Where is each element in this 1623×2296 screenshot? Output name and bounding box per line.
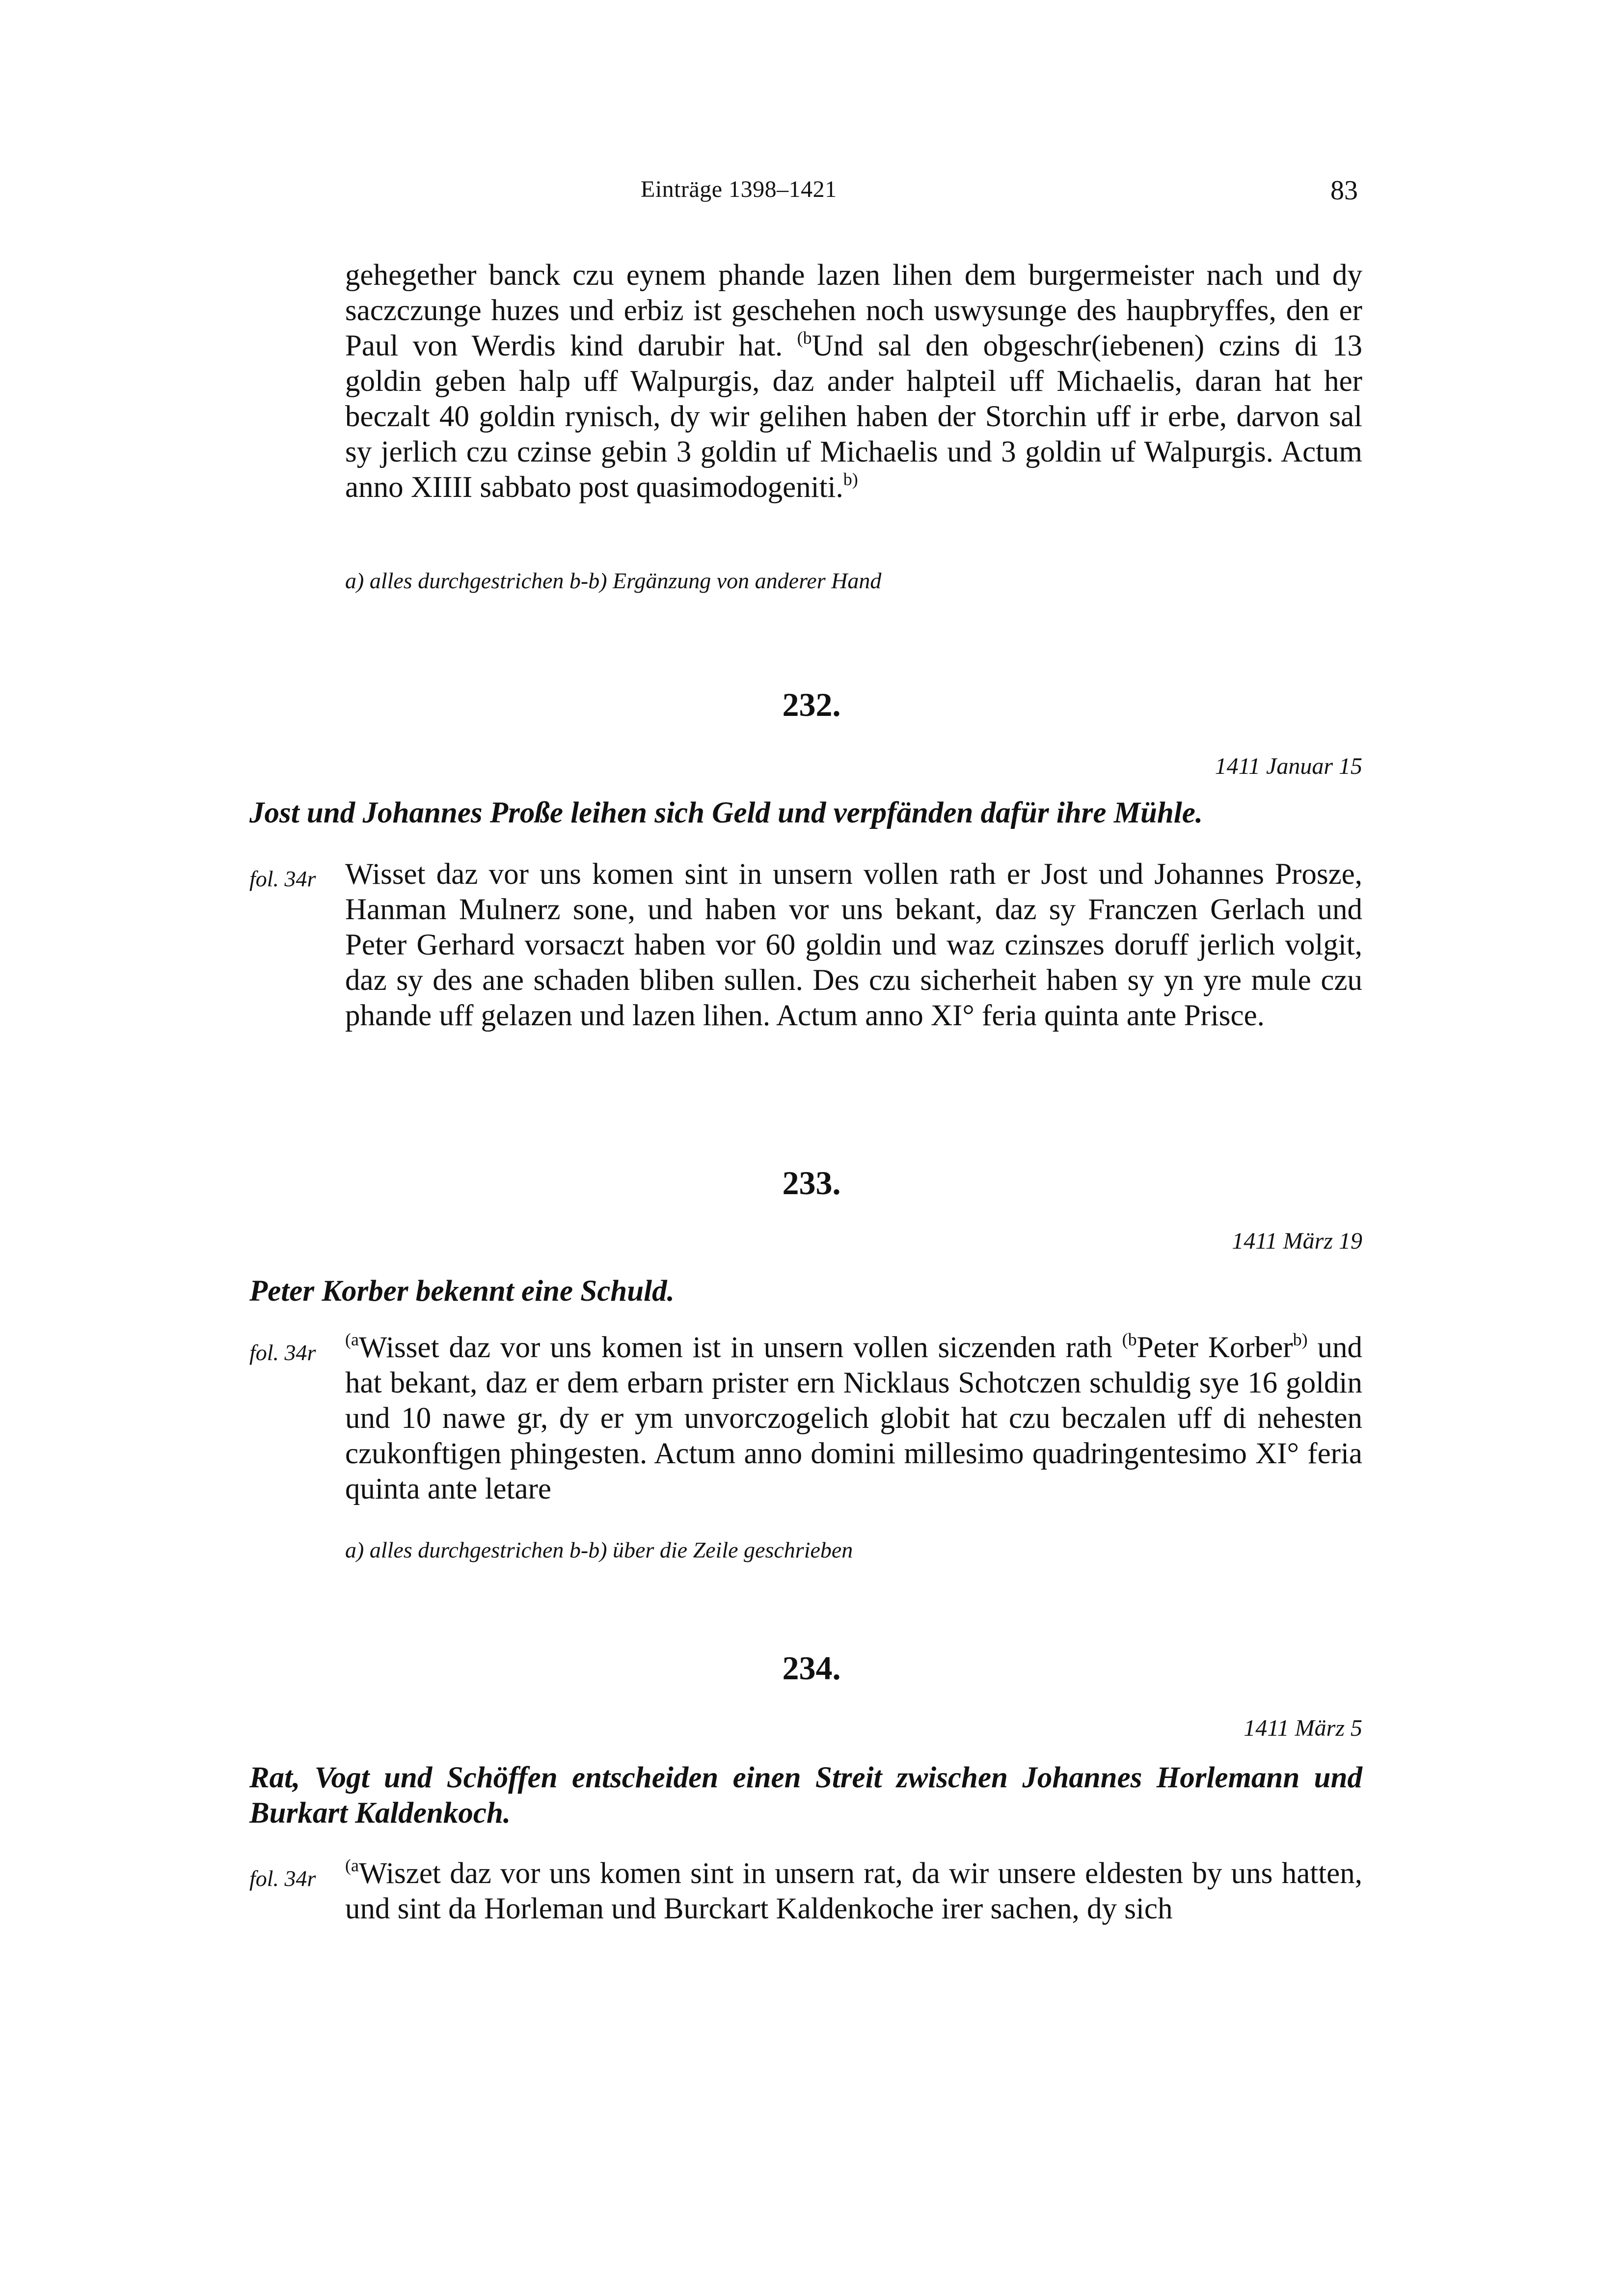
entry-233-footnote: a) alles durchgestrichen b-b) über die Zeile geschrieben (345, 1537, 853, 1562)
edit-mark-a-open: (a (345, 1330, 359, 1349)
entry-234-text (345, 1856, 1362, 1927)
entry-232-number: 232. (782, 686, 841, 723)
entry-233-title: Peter Korber bekennt eine Schuld. (249, 1275, 675, 1308)
entry-233-text (345, 1330, 1362, 1507)
edit-mark-b-close: b) (1293, 1330, 1308, 1349)
entry-233-number: 233. (782, 1164, 841, 1202)
prev-entry-text-part-1: gehegether banck czu eynem phande lazen lihen dem burgermeister nach und dy saczczunge huzes und erbiz ist geschehen noch uswysunge des haupbryffes, den er Paul von Werdis kind darubir hat. (345, 259, 1362, 362)
prev-entry-footnote: a) alles durchgestrichen b-b) Ergänzung von anderer Hand (345, 568, 882, 593)
entry-233-folio: fol. 34r (249, 1340, 316, 1365)
edit-mark-b-open: (b (797, 328, 812, 348)
entry-232-text: Wisset daz vor uns komen sint in unsern vollen rath er Jost und Johannes Prosze, Hanman Mulnerz sone, und haben vor uns bekant, daz sy Franczen Gerlach und Peter Gerhard vorsaczt haben vor 60 goldin und waz czinszes doruff jerlich volgit, daz sy des ane schaden bliben sullen. Des czu sicherheit haben sy yn yre mule czu phande uff gelazen und lazen lihen. Actum anno XI° feria quinta ante Prisce. (345, 858, 1362, 1032)
edit-mark-b-open: (b (1122, 1330, 1137, 1349)
entry-232-folio: fol. 34r (249, 866, 316, 891)
entry-233-text-part-2: Peter Korber (1136, 1331, 1293, 1364)
entry-232-title: Jost und Johannes Proße leihen sich Geld und verpfänden dafür ihre Mühle. (249, 796, 1203, 829)
entry-234-text-part-1: Wiszet daz vor uns komen sint in unsern rat, da wir unsere eldesten by uns hatten, und sint da Horleman und Burckart Kaldenkoche irer sachen, dy sich (345, 1857, 1362, 1925)
entry-232-date: 1411 Januar 15 (1215, 753, 1362, 779)
entry-234-folio: fol. 34r (249, 1866, 316, 1891)
page-number: 83 (1330, 175, 1358, 206)
entry-233-text-part-3: und hat bekant, daz er dem erbarn prister ern Nicklaus Schotczen schuldig sye 16 goldin und 10 nawe gr, dy er ym unvorczogelich globit hat czu beczalen uff di nehesten czukonftigen phingesten. Actum anno domini millesimo quadringentesimo XI° feria quinta ante letare (345, 1331, 1363, 1505)
running-title: Einträge 1398–1421 (641, 176, 837, 202)
edit-mark-a-open: (a (345, 1856, 359, 1875)
prev-entry-text (345, 258, 1362, 505)
entry-233-date: 1411 März 19 (1232, 1228, 1362, 1254)
prev-entry-text-part-2: Und sal den obgeschr(iebenen) czins di 13 goldin geben halp uff Walpurgis, daz ander halpteil uff Michaelis, daran hat her beczalt 40 goldin rynisch, dy wir gelihen haben der Storchin uff ir erbe, darvon sal sy jerlich czu czinse gebin 3 goldin uf Michaelis und 3 goldin uf Walpurgis. Actum anno XIIII sabbato post quasimodogeniti. (345, 329, 1362, 504)
edit-mark-b-close: b) (843, 469, 858, 489)
entry-233-text-part-1: Wisset daz vor uns komen ist in unsern vollen siczenden rath (358, 1331, 1122, 1364)
entry-234-date: 1411 März 5 (1244, 1715, 1362, 1741)
entry-234-number: 234. (782, 1649, 841, 1687)
entry-234-title: Rat, Vogt und Schöffen entscheiden einen Streit zwischen Johannes Horlemann und Burkart Kaldenkoch. (249, 1761, 1362, 1830)
